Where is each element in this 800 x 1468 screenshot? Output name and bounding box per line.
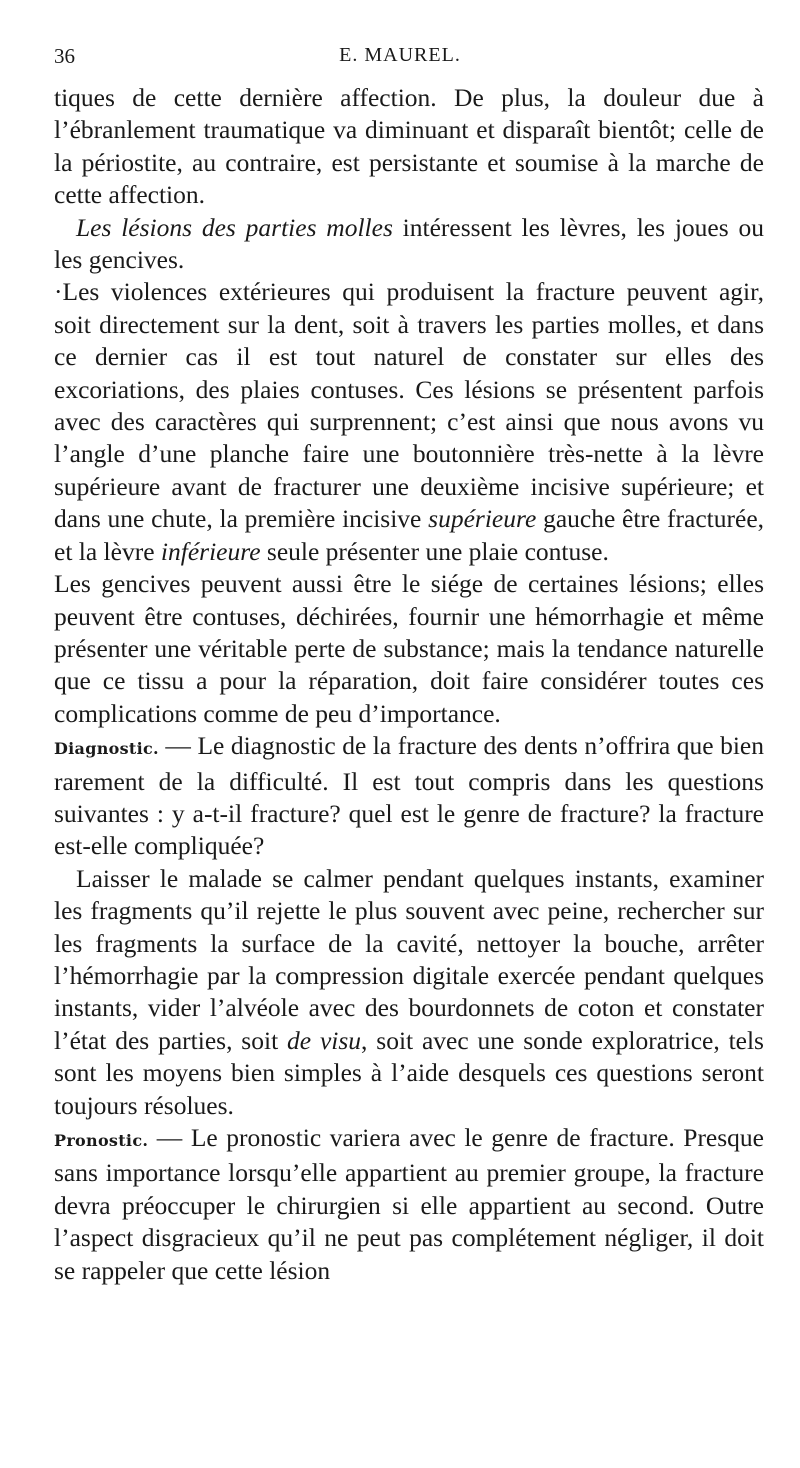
paragraph-text: ·Les violences extérieures qui produisent la fracture peuvent agir, soit directement sur la dent, soit à travers les parties molles, et dans ce dernier cas il est tout naturel de constater sur elles des excoriations, des plaies contuses. Ces lésions se présentent parfois avec des caractères qui surprennent; c’est ainsi que nous avons vu l’angle d’une planche faire une boutonnière très-nette à la lèvre supérieure avant de fracturer une deuxième incisive supérieure; et dans une chute, la première incisive xyxy=(54,277,764,534)
paragraph-continuation: tiques de cette dernière affection. De plus, la douleur due à l’ébranlement traumatique va diminuant et disparaît bientôt; celle de la périostite, au contraire, est persistante et soumise à la marche de cette affection. xyxy=(54,83,764,210)
paragraph-text: , soit avec une sonde exploratrice, tels sont les moyens bien simples à l’aide desquels ces questions seront toujours résolues. xyxy=(54,1025,764,1120)
paragraph-text: gauche être fracturée, et la lèvre xyxy=(54,504,765,566)
section-lead-diagnostic: Diagnostic. xyxy=(54,739,159,759)
paragraph-text: seule présenter une plaie contuse. xyxy=(260,536,609,566)
paragraph-examination xyxy=(54,863,764,1122)
running-head xyxy=(54,44,746,74)
paragraph-soft-tissue-lesions xyxy=(54,212,764,277)
section-lead-prognostic: Pronostic. xyxy=(54,1131,149,1150)
page-number: 36 xyxy=(54,44,75,68)
paragraph-text: intéressent les lèvres, les joues ou les gencives. xyxy=(54,212,764,275)
italic-phrase: Les lésions des parties molles xyxy=(76,212,393,242)
italic-word: supérieure xyxy=(428,504,537,534)
body-text xyxy=(54,82,764,1287)
paragraph-diagnostic xyxy=(54,730,764,863)
paragraph-prognostic xyxy=(54,1122,764,1287)
paragraph-text: Laisser le malade se calmer pendant quelques instants, examiner les fragments qu’il rejette le plus souvent avec peine, rechercher sur les fragments la surface de la cavité, nettoyer la bouche, arrêter l’hémorrhagie par la compression digitale exercée pendant quelques instants, vider l’alvéole avec des bourdonnets de coton et constater l’état des parties, soit xyxy=(54,863,764,1055)
paragraph-external-violence xyxy=(54,276,764,568)
italic-word: inférieure xyxy=(160,536,261,566)
paragraph-text: — Le diagnostic de la fracture des dents n’offrira que bien rarement de la difficulté. Il est tout compris dans les questions suivantes : y a-t-il fracture? quel est le genre de fracture? la fracture est-elle compliquée? xyxy=(54,731,764,861)
running-title: E. MAUREL. xyxy=(339,44,461,66)
paragraph-gums: Les gencives peuvent aussi être le siége de certaines lésions; elles peuvent être contuses, déchirées, fournir une hémorrhagie et même présenter une véritable perte de substance; mais la tendance naturelle que ce tissu a pour la réparation, doit faire considérer toutes ces complications comme de peu d’importance. xyxy=(54,569,764,728)
paragraph-text: — Le pronostic variera avec le genre de fracture. Presque sans importance lorsqu’elle appartient au premier groupe, la fracture devra préoccuper le chirurgien si elle appartient au second. Outre l’aspect disgracieux qu’il ne peut pas complétement négliger, il doit se rappeler que cette lésion xyxy=(54,1123,764,1285)
italic-phrase: de visu xyxy=(287,1025,362,1055)
